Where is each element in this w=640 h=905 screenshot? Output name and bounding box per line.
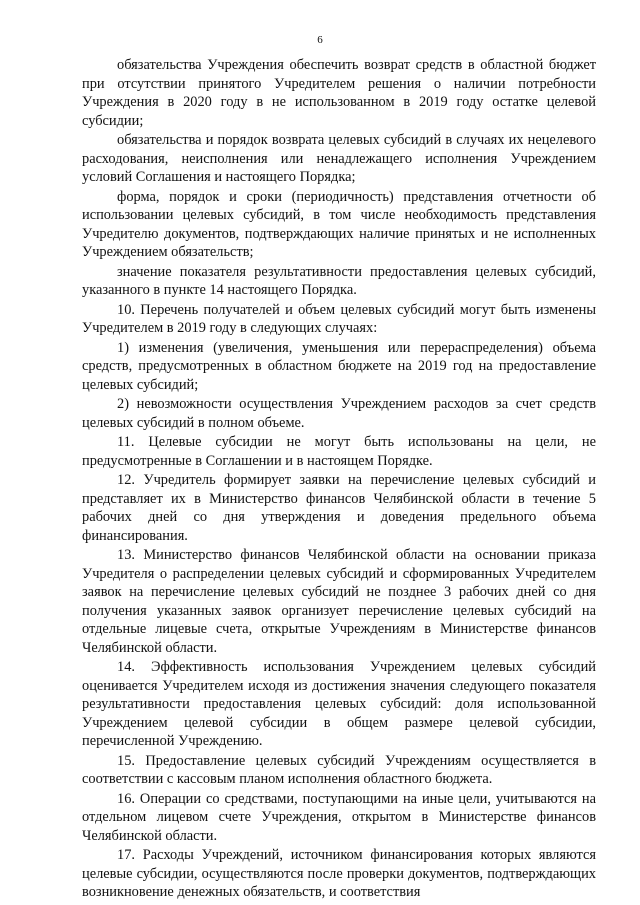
paragraph: 2) невозможности осуществления Учреждением расходов за счет средств целевых субсидий в полном объеме. <box>82 396 596 431</box>
paragraph: 13. Министерство финансов Челябинской области на основании приказа Учредителя о распределении целевых субсидий и сформированных Учредителем заявок на перечисление целевых субсидий не позднее 3 рабочих дней со дня получения указанных заявок организует перечисление целевых субсидий на отдельные лицевые счета, открытые Учреждениям в Министерстве финансов Челябинской области. <box>82 547 596 656</box>
paragraph: 1) изменения (увеличения, уменьшения или перераспределения) объема средств, предусмотренных в областном бюджете на 2019 год на предоставление целевых субсидий; <box>82 339 596 393</box>
page-number: 6 <box>317 34 323 46</box>
paragraph: обязательства и порядок возврата целевых субсидий в случаях их нецелевого расходования, неисполнения или ненадлежащего исполнения Учреждением условий Соглашения и настоящего Порядка; <box>82 132 596 185</box>
document-body <box>82 56 596 903</box>
paragraph: 12. Учредитель формирует заявки на перечисление целевых субсидий и представляет их в Министерство финансов Челябинской области в течение 5 рабочих дней со дня утверждения и доведения предельного объема финансирования. <box>82 472 596 544</box>
paragraph: форма, порядок и сроки (периодичность) представления отчетности об использовании целевых субсидий, в том числе необходимость представления Учредителю документов, подтверждающих наличие принятых и не исполненных Учреждением обязательств; <box>82 188 596 260</box>
paragraph: 17. Расходы Учреждений, источником финансирования которых являются целевые субсидии, осуществляются после проверки документов, подтверждающих возникновение денежных обязательств, и соответствия <box>82 847 596 900</box>
paragraph: значение показателя результативности предоставления целевых субсидий, указанного в пункте 14 настоящего Порядка. <box>82 263 596 298</box>
paragraph: 10. Перечень получателей и объем целевых субсидий могут быть изменены Учредителем в 2019 году в следующих случаях: <box>82 301 596 336</box>
paragraph: 11. Целевые субсидии не могут быть использованы на цели, не предусмотренные в Соглашении и в настоящем Порядке. <box>82 434 596 469</box>
paragraph: обязательства Учреждения обеспечить возврат средств в областной бюджет при отсутствии принятого Учредителем решения о наличии потребности Учреждения в 2020 году в не использованном в 2019 году остатке целевой субсидии; <box>82 57 596 129</box>
paragraph: 14. Эффективность использования Учреждением целевых субсидий оценивается Учредителем исходя из достижения значения следующего показателя результативности предоставления целевых субсидий: доля использованной Учреждением целевой субсидии в общем размере целевой субсидии, перечисленной Учреждению. <box>82 659 596 749</box>
paragraph: 15. Предоставление целевых субсидий Учреждениям осуществляется в соответствии с кассовым планом исполнения областного бюджета. <box>82 752 596 787</box>
paragraph: 16. Операции со средствами, поступающими на иные цели, учитываются на отдельном лицевом счете Учреждения, открытом в Министерстве финансов Челябинской области. <box>82 790 596 844</box>
